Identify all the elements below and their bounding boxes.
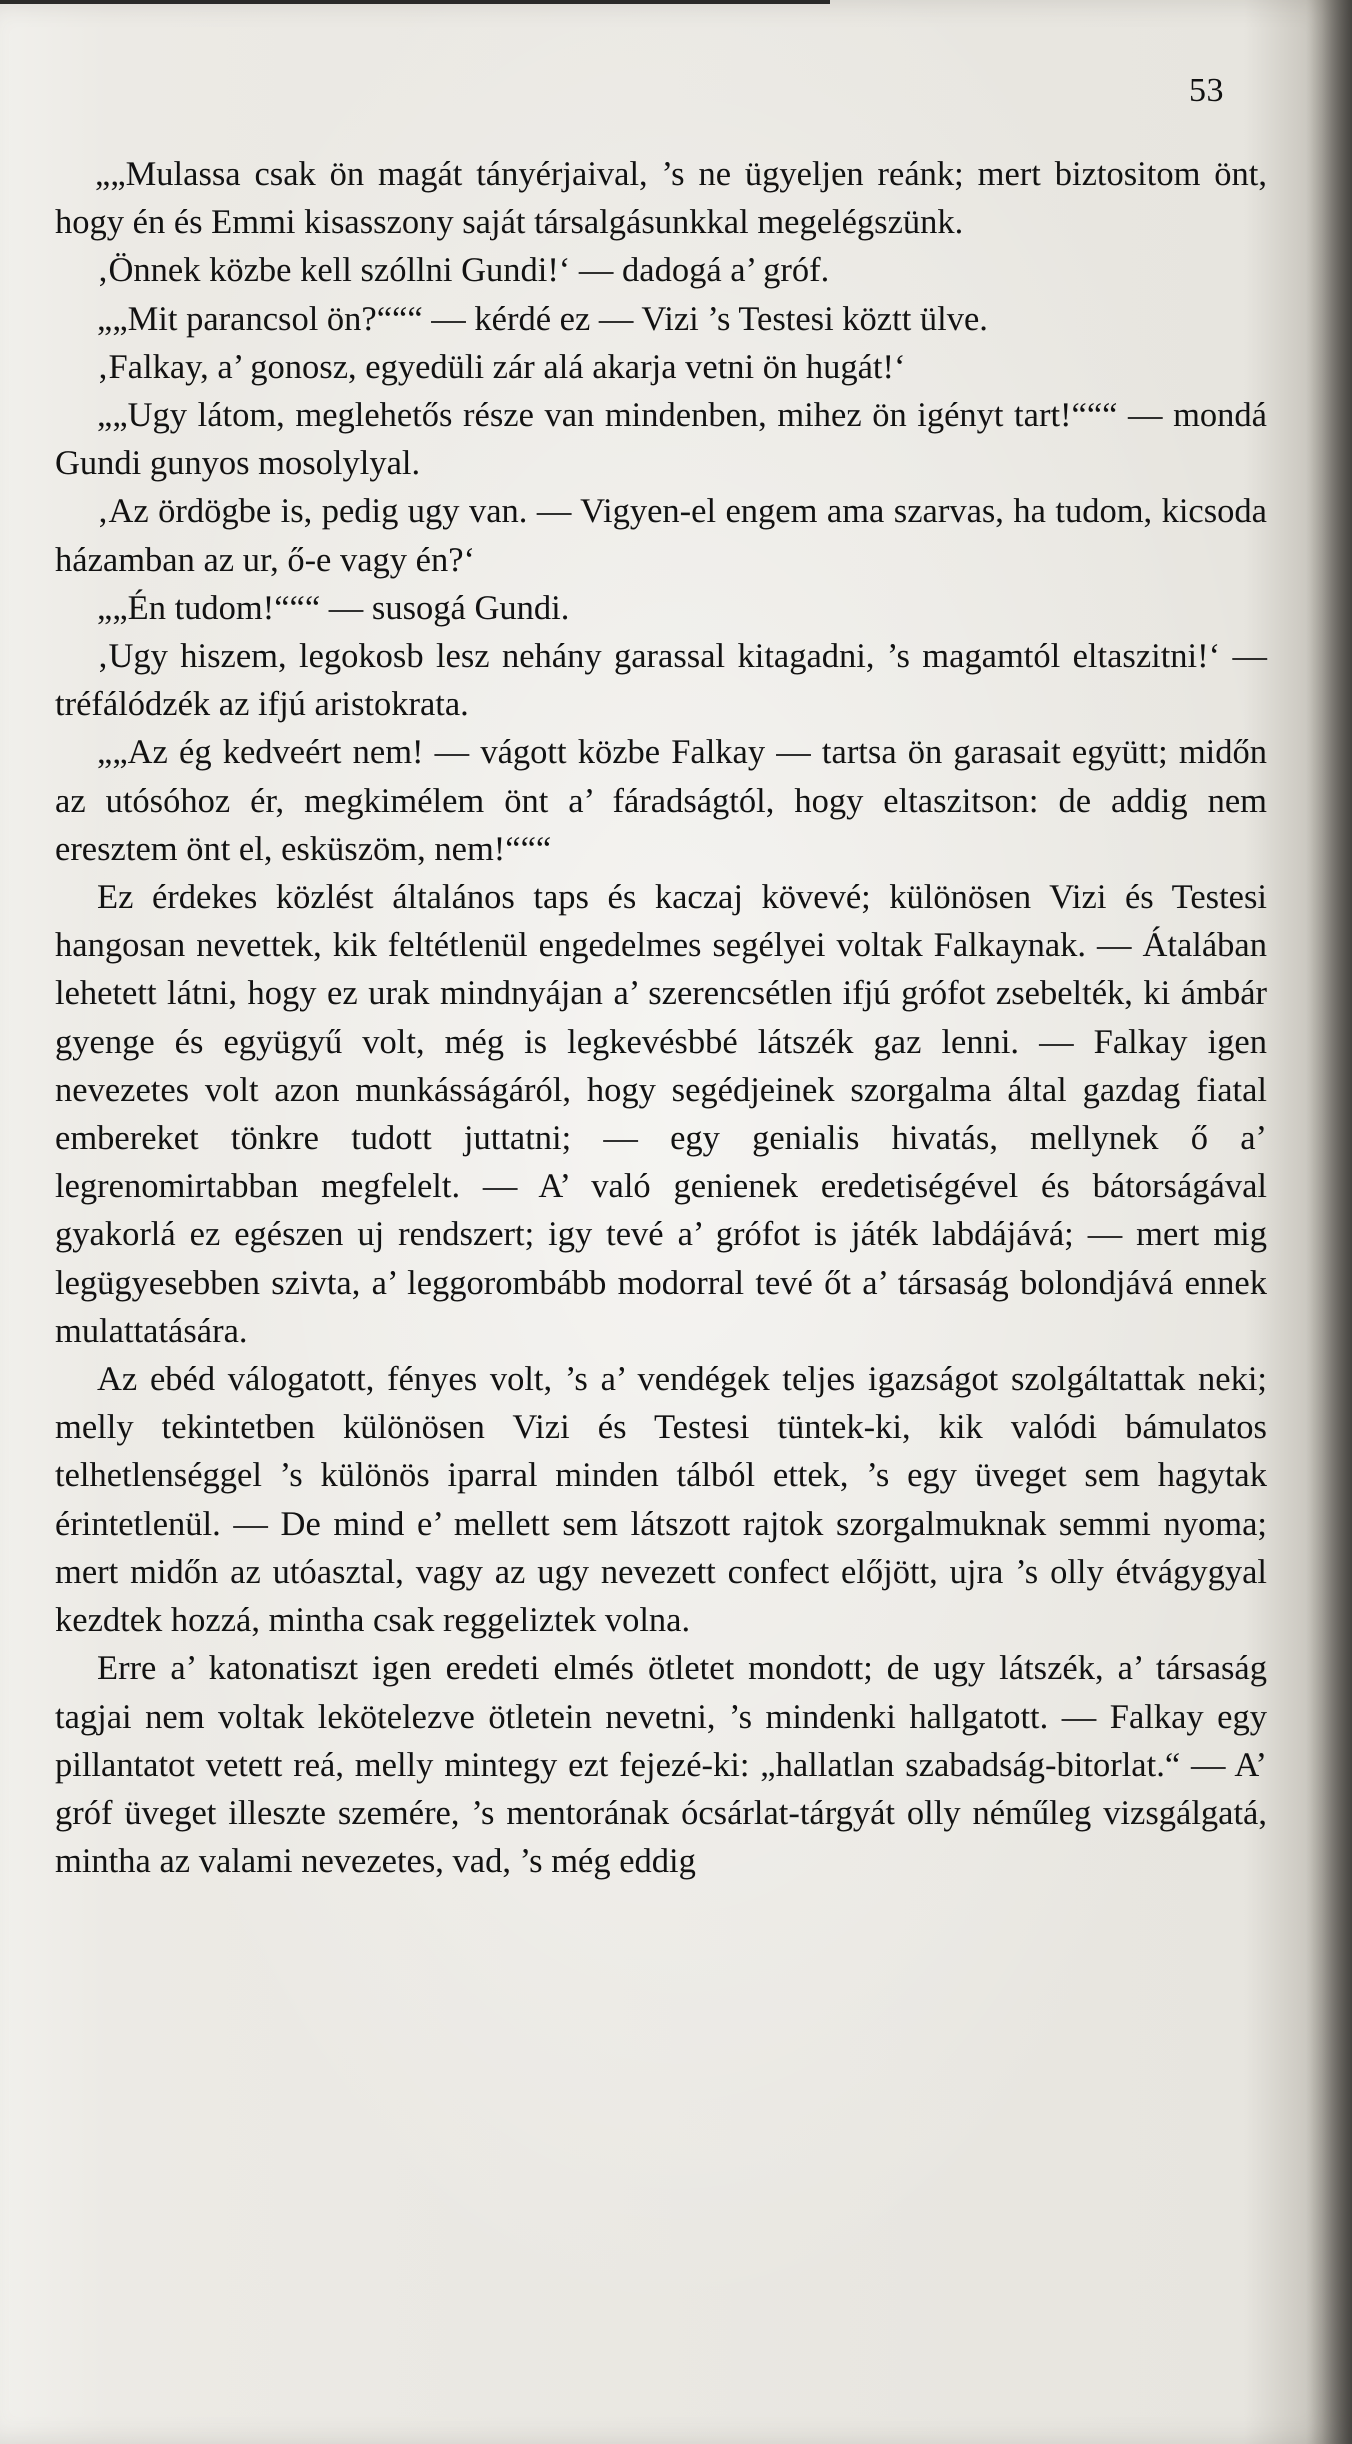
- paragraph: ‚Falkay, a’ gonosz, egyedüli zár alá akarja vetni ön hugát!‘: [97, 347, 906, 386]
- paragraph: „„Ugy látom, meglehetős része van mindenben, mihez ön igényt tart!“““ — mondá Gundi gunyos mosolylyal.: [55, 396, 1267, 483]
- paragraph: „„Mulassa csak ön magát tányérjaival, ’s ne ügyeljen reánk; mert biztositom önt, hogy én és Emmi kisasszony saját társalgásunkkal megelégszünk.: [55, 155, 1267, 242]
- page-gutter-shadow: [1306, 0, 1352, 2444]
- paragraph: „„Az ég kedveért nem! — vágott közbe Falkay — tartsa ön garasait együtt; midőn az utósóhoz ér, megkimélem önt a’ fáradságtól, hogy eltaszitson: de addig nem eresztem önt el, esküszöm, nem!“““: [55, 733, 1267, 868]
- paragraph: „„Mit parancsol ön?“““ — kérdé ez — Vizi ’s Testesi köztt ülve.: [97, 299, 988, 338]
- paragraph: Az ebéd válogatott, fényes volt, ’s a’ vendégek teljes igazságot szolgáltattak neki; melly tekintetben különösen Vizi és Testesi tüntek-ki, kik valódi bámulatos telhetlenséggel ’s különös iparral minden tálból ettek, ’s egy üveget sem hagytak érintetlenül. — De mind e’ mellett sem látszott rajtok szorgalmuknak semmi nyoma; mert midőn az utóasztal, vagy az ugy nevezett confect előjött, ujra ’s olly étvágygyal kezdtek hozzá, mintha csak reggeliztek volna.: [55, 1360, 1267, 1640]
- body-text: [55, 150, 1267, 1885]
- paragraph: ‚Önnek közbe kell szóllni Gundi!‘ — dadogá a’ gróf.: [97, 251, 830, 290]
- paragraph: Ez érdekes közlést általános taps és kaczaj kövevé; különösen Vizi és Testesi hangosan nevettek, kik feltétlenül engedelmes segélyei voltak Falkaynak. — Átalában lehetett látni, hogy ez urak mindnyájan a’ szerencsétlen ifjú grófot zsebelték, ki ámbár gyenge és együgyű volt, még is legkevésbbé látszék gaz lenni. — Falkay igen nevezetes volt azon munkásságáról, hogy segédjeinek szorgalma által gazdag fiatal embereket tönkre tudott juttatni; — egy genialis hivatás, mellynek ő a’ legrenomirtabban megfelelt. — A’ való genienek eredetiségével és bátorságával gyakorlá ez egészen uj rendszert; igy tevé a’ grófot is játék labdájává; — mert mig legügyesebben szivta, a’ leggorombább modorral tevé őt a’ társaság bolondjává ennek mulattatására.: [55, 878, 1267, 1350]
- page-number: 53: [1189, 72, 1224, 109]
- paragraph: ‚Ugy hiszem, legokosb lesz nehány garassal kitagadni, ’s magamtól eltaszitni!‘ — tréfálódzék az ifjú aristokrata.: [55, 637, 1267, 724]
- paragraph: Erre a’ katonatiszt igen eredeti elmés ötletet mondott; de ugy látszék, a’ társaság tagjai nem voltak lekötelezve ötletein nevetni, ’s mindenki hallgatott. — Falkay egy pillantatot vetett reá, melly mintegy ezt fejezé-ki: „hallatlan szabadság-bitorlat.“ — A’ gróf üveget illeszte szemére, ’s mentorának ócsárlat-tárgyát olly néműleg vizsgálgatá, mintha az valami nevezetes, vad, ’s még eddig: [55, 1649, 1267, 1881]
- paragraph: „„Én tudom!“““ — susogá Gundi.: [97, 588, 570, 627]
- top-dark-strip: [0, 0, 830, 4]
- paragraph: ‚Az ördögbe is, pedig ugy van. — Vigyen-el engem ama szarvas, ha tudom, kicsoda házamban az ur, ő-e vagy én?‘: [55, 492, 1267, 579]
